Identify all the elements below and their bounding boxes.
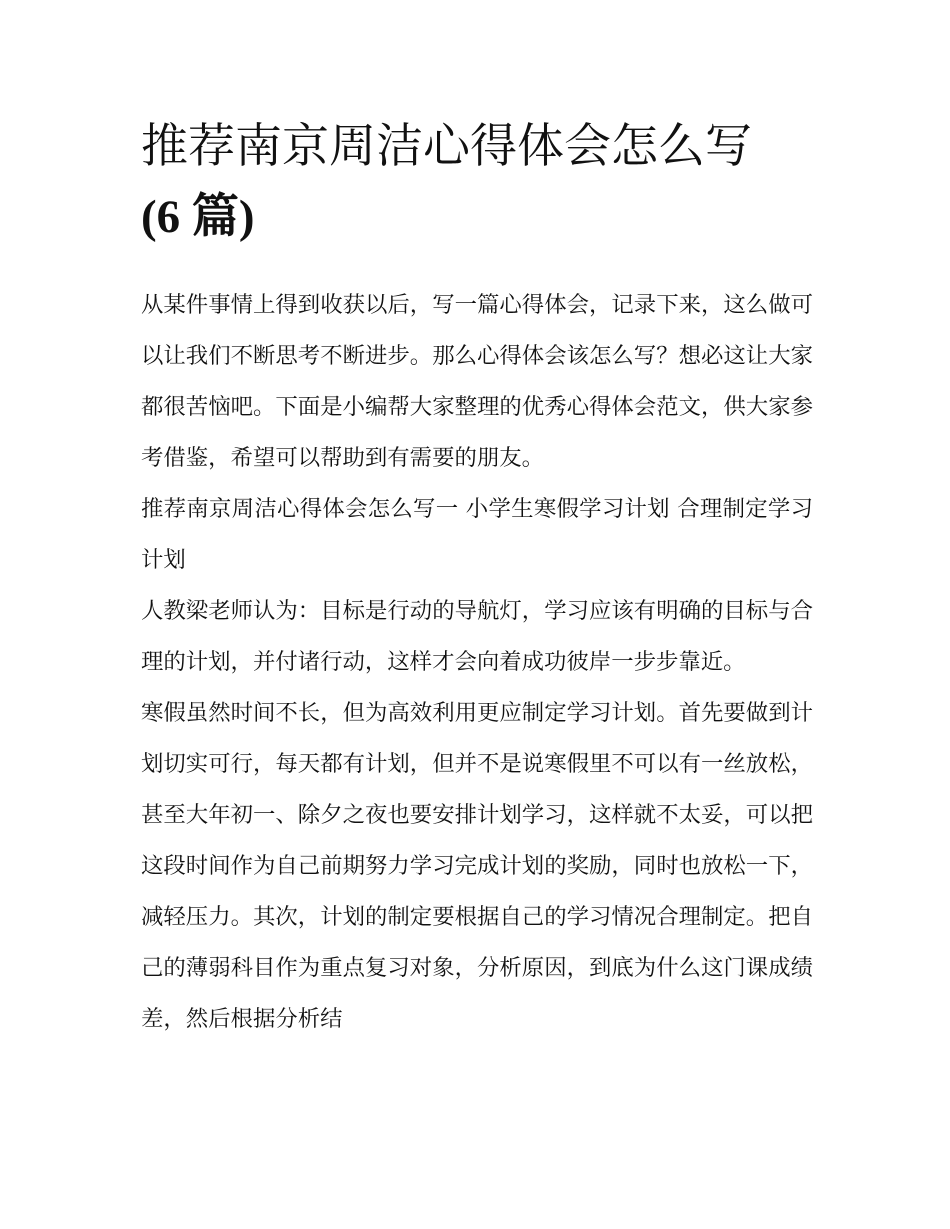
document-title xyxy=(141,112,813,252)
body-paragraph: 寒假虽然时间不长，但为高效利用更应制定学习计划。首先要做到计划切实可行，每天都有计划，但并不是说寒假里不可以有一丝放松，甚至大年初一、除夕之夜也要安排计划学习，这样就不太妥，可以把这段时间作为自己前期努力学习完成计划的奖励，同时也放松一下，减轻压力。其次，计划的制定要根据自己的学习情况合理制定。把自己的薄弱科目作为重点复习对象，分析原因，到底为什么这门课成绩差，然后根据分析结 xyxy=(141,700,813,1032)
title-count: (6 篇) xyxy=(141,191,255,243)
document-body xyxy=(141,280,813,1045)
section-heading: 推荐南京周洁心得体会怎么写一 小学生寒假学习计划 合理制定学习计划 xyxy=(141,496,813,573)
document-page xyxy=(141,112,813,1045)
title-main: 推荐南京周洁心得体会怎么写 xyxy=(141,119,752,174)
body-paragraph: 人教梁老师认为：目标是行动的导航灯，学习应该有明确的目标与合理的计划，并付诸行动，这样才会向着成功彼岸一步步靠近。 xyxy=(141,598,813,675)
intro-paragraph: 从某件事情上得到收获以后，写一篇心得体会，记录下来，这么做可以让我们不断思考不断进步。那么心得体会该怎么写？想必这让大家都很苦恼吧。下面是小编帮大家整理的优秀心得体会范文，供大家参考借鉴，希望可以帮助到有需要的朋友。 xyxy=(141,292,813,471)
